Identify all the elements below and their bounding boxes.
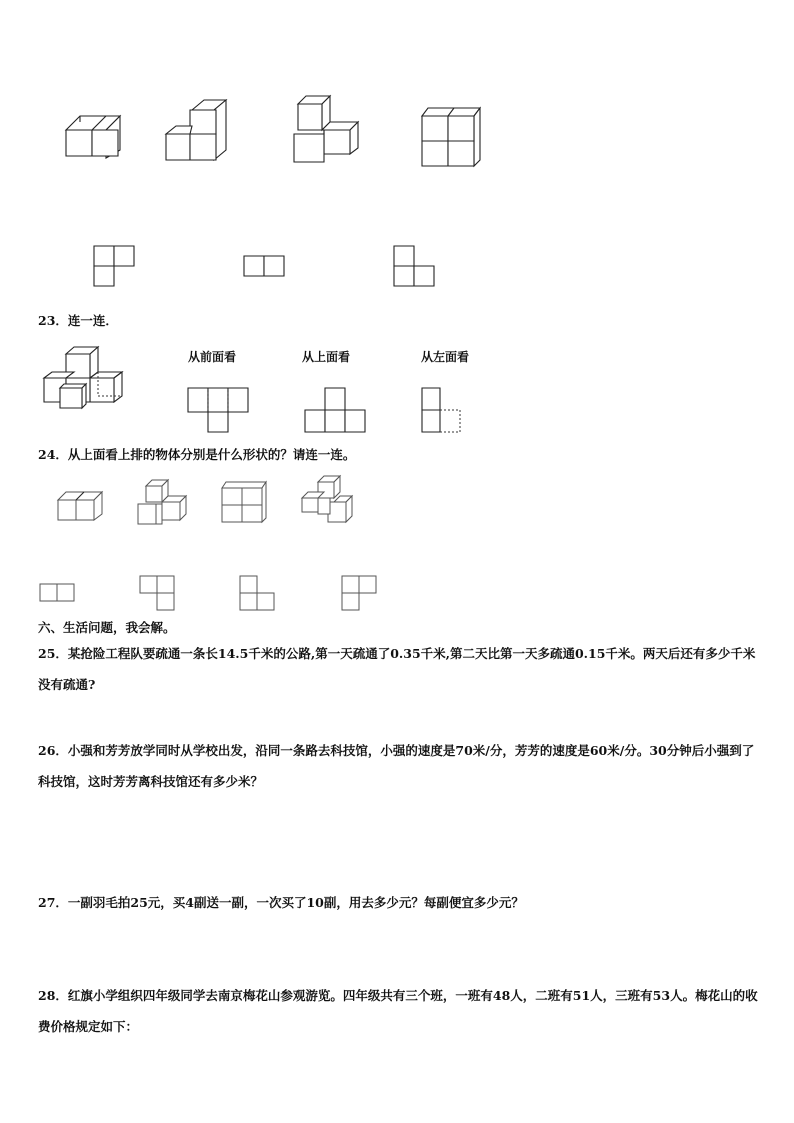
section-6-heading: 六、生活问题，我会解。: [38, 620, 176, 635]
view-label-top: 从上面看: [302, 350, 351, 364]
view-option-front: [186, 386, 256, 436]
question-25-text: 25．某抢险工程队要疏通一条长14.5千米的公路,第一天疏通了0.35千米,第二天比第一天多疏通0.15千米。两天后还有多少千米没有疏通?: [38, 646, 756, 692]
top-view-3-q24: [238, 574, 278, 614]
view-shape-1: [92, 244, 138, 288]
view-shape-3: [392, 244, 438, 288]
view-option-left: [418, 386, 468, 436]
cube-figure-2: [162, 96, 232, 166]
cube-solid-q23: [40, 344, 130, 414]
cube-object-1-q24: [54, 488, 106, 524]
question-23-text: 23．连一连．: [38, 313, 118, 328]
view-shape-2: [242, 254, 288, 278]
top-view-1-q24: [38, 582, 78, 604]
view-label-left: 从左面看: [421, 350, 470, 364]
cube-object-2-q24: [134, 478, 190, 528]
cube-object-3-q24: [218, 480, 270, 526]
question-24-text: 24．从上面看上排的物体分别是什么形状的？请连一连。: [38, 447, 356, 462]
question-26-text: 26．小强和芳芳放学同时从学校出发，沿同一条路去科技馆，小强的速度是70米/分，芳芳的速度是60米/分。30分钟后小强到了科技馆，这时芳芳离科技馆还有多少米？: [38, 743, 755, 789]
cube-object-4-q24: [298, 474, 356, 526]
cube-figure-4: [416, 104, 486, 170]
view-option-top: [303, 386, 373, 436]
top-view-2-q24: [138, 574, 178, 614]
cube-figure-3: [288, 92, 368, 172]
question-28-text: 28．红旗小学组织四年级同学去南京梅花山参观游览。四年级共有三个班，一班有48人，二班有51人，三班有53人。梅花山的收费价格规定如下：: [38, 988, 758, 1034]
question-27-text: 27．一副羽毛拍25元，买4副送一副，一次买了10副，用去多少元？每副便宜多少元？: [38, 895, 524, 910]
top-view-4-q24: [340, 574, 380, 614]
view-label-front: 从前面看: [188, 350, 237, 364]
cube-figure-1: [60, 110, 130, 160]
